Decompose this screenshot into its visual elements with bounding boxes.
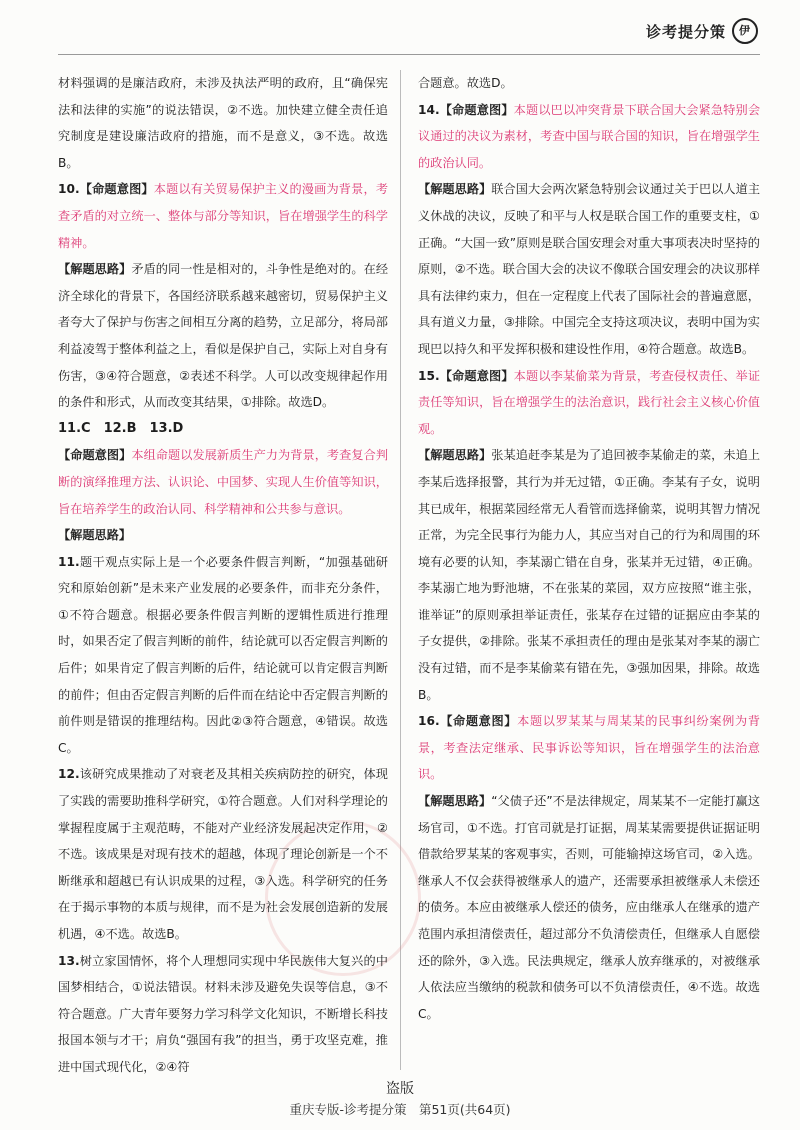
q11-number: 11. [58,554,80,569]
q10-intent [58,176,388,256]
q16-intent [418,708,760,788]
q12 [58,761,388,947]
q13 [58,948,388,1081]
header-rule [58,54,760,55]
q12-number: 12. [58,767,80,782]
right-continuation: 合题意。故选D。 [418,76,513,90]
q14-intent [418,97,760,177]
q13-text: 树立家国情怀，将个人理想同实现中华民族伟大复兴的中国梦相结合，①说法错误。材料未涉及避免失误等信息，③不符合题意。广大青年要努力学习科学文化知识，不断增长科技报国本领与才干；肩负“强国有我”的担当，勇于攻坚克难，推进中国式现代化，②④符 [58,953,388,1074]
left-column [58,70,388,1081]
q16-ideas-text: “父债子还”不是法律规定，周某某不一定能打赢这场官司，①不选。打官司就是打证据，周某某需要提供证据证明借款给罗某某的客观事实，否则，可能输掉这场官司，②入选。继承人不仅会获得被继承人的遗产，还需要承担被继承人未偿还的债务。本应由被继承人偿还的债务，应由继承人在继承的遗产范围内承担清偿责任，超过部分不负清偿责任，但继承人自愿偿还的除外，③入选。民法典规定，继承人放弃继承的，对被继承人依法应当缴纳的税款和债务可以不负清偿责任，④不选。故选C。 [418,794,761,1021]
q12-text: 该研究成果推动了对衰老及其相关疾病防控的研究，体现了实践的需要助推科学研究，①符合题意。人们对科学理论的掌握程度属于主观范畴，不能对产业经济发展起决定作用，②不选。该成果是对现有技术的超越，体现了理论创新是一个不断继承和超越已有认识成果的过程，③入选。科学研究的任务在于揭示事物的本质与规律，而不是为社会发展创造新的发展机遇，④不选。故选B。 [58,767,388,941]
q16-intent-label: 【命题意图】 [439,714,518,729]
brand-logo-icon: 伊 [732,18,758,44]
group-intent [58,442,388,522]
q15-ideas-label: 【解题思路】 [418,448,492,463]
q14-ideas-label: 【解题思路】 [418,182,492,197]
q14-intent-label: 【命题意图】 [439,102,514,117]
q13-number: 13. [58,953,80,968]
q11-text: 题干观点实际上是一个必要条件假言判断，“加强基础研究和原始创新”是未来产业发展的必要条件，而非充分条件，①不符合题意。根据必要条件假言判断的逻辑性质进行推理时，如果否定了假言判断的前件，结论就可以否定假言判断的后件；如果肯定了假言判断的后件，结论就可以肯定假言判断的前件；但由否定假言判断的后件而在结论中否定假言判断的前件则是错误的推理结构。因此②③符合题意，④错误。故选C。 [58,554,388,755]
q15-intent-text: 本题以李某偷菜为背景，考查侵权责任、举证责任等知识，旨在增强学生的法治意识，践行社会主义核心价值观。 [418,368,761,436]
left-continuation: 材料强调的是廉洁政府，未涉及执法严明的政府，且“确保宪法和法律的实施”的说法错误，②不选。加快建立健全责任追究制度是建设廉洁政府的措施，而不是意义，③不选。故选B。 [58,76,388,170]
q15-ideas [418,442,760,708]
q16-ideas [418,788,760,1027]
q10-ideas [58,256,388,416]
q10-intent-label: 【命题意图】 [79,182,154,197]
q14-number: 14. [418,102,440,117]
q15-number: 15. [418,368,440,383]
q14-intent-text: 本题以巴以冲突背景下联合国大会紧急特别会议通过的决议为素材，考查中国与联合国的知识，旨在增强学生的政治认同。 [418,102,761,170]
q14-ideas-text: 联合国大会两次紧急特别会议通过关于巴以人道主义休战的决议，反映了和平与人权是联合国工作的重要支柱，①正确。“大国一致”原则是联合国安理会对重大事项表决时坚持的原则，②不选。联合国大会的决议不像联合国安理会的决议那样具有法律约束力，但在一定程度上代表了国际社会的普遍意愿，具有道义力量，③排除。中国完全支持这项决议，表明中国为实现巴以持久和平发挥积极和建设性作用，④符合题意。故选B。 [418,182,761,356]
q15-intent-label: 【命题意图】 [439,368,514,383]
answers-11-13: 11.C 12.B 13.D [58,420,184,436]
group-intent-label: 【命题意图】 [58,448,132,463]
brand-header [646,16,758,46]
q16-number: 16. [418,714,440,729]
q10-intent-text: 本题以有关贸易保护主义的漫画为背景，考查矛盾的对立统一、整体与部分等知识，旨在增强学生的科学精神。 [58,182,389,250]
q15-ideas-text: 张某追赶李某是为了追回被李某偷走的菜，未追上李某后选择报警，其行为并无过错，①正确。李某有子女，说明其已成年，根据菜园经常无人看管而选择偷菜，说明其智力情况正常，为完全民事行为能力人，其应当对自己的行为和周围的环境有必要的认知，李某溺亡错在自身，张某并无过错，④正确。李某溺亡地为野池塘，不在张某的菜园，双方应按照“谁主张，谁举证”的原则承担举证责任，张某存在过错的证据应由李某的子女提供，②排除。张某不承担责任的理由是张某对李某的溺亡没有过错，而不是李某偷菜有错在先，③强加因果，排除。故选B。 [418,448,761,702]
group-intent-text: 本组命题以发展新质生产力为背景，考查复合判断的演绎推理方法、认识论、中国梦、实现人生价值等知识，旨在培养学生的政治认同、科学精神和公共参与意识。 [58,448,389,516]
q10-ideas-text: 矛盾的同一性是相对的，斗争性是绝对的。在经济全球化的背景下，各国经济联系越来越密切，贸易保护主义者夸大了保护与伤害之间相互分离的趋势，立足部分，将局部利益凌驾于整体利益之上，看似是保护自己，实际上对自身有伤害，③④符合题意，②表述不科学。人可以改变规律起作用的条件和形式，从而改变其结果，①排除。故选D。 [58,262,389,410]
brand-title: 诊考提分策 [645,22,726,41]
q14-ideas [418,176,760,362]
right-column [418,70,760,1027]
q10-ideas-label: 【解题思路】 [58,262,132,277]
page-footer: 重庆专版-诊考提分策 第51页(共64页) [289,1102,511,1117]
group-ideas-label: 【解题思路】 [58,528,132,543]
q10-number: 10. [58,182,80,197]
q11 [58,549,388,762]
q16-intent-text: 本题以罗某某与周某某的民事纠纷案例为背景，考查法定继承、民事诉讼等知识，旨在增强学生的法治意识。 [418,714,761,782]
q15-intent [418,363,760,443]
q16-ideas-label: 【解题思路】 [418,794,492,809]
pirate-mark: 盗版 [386,1081,414,1097]
